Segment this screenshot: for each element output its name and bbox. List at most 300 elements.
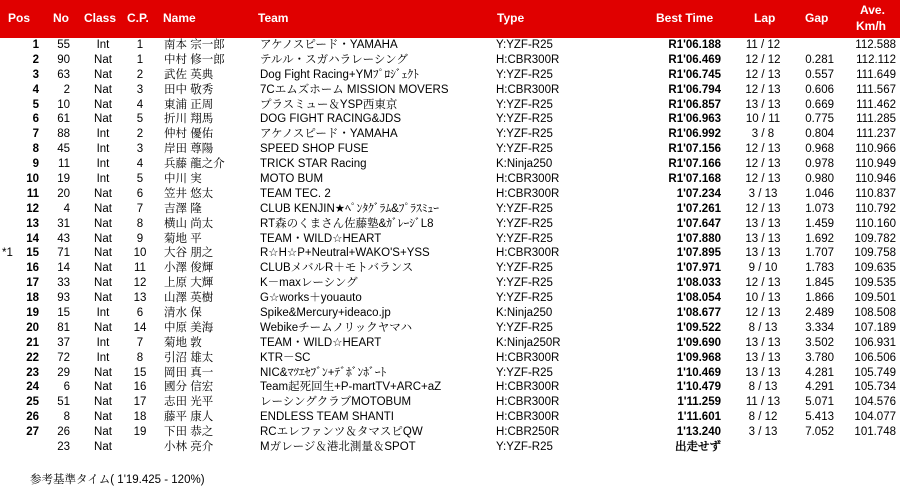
average-speed: 110.792 <box>855 202 896 215</box>
average-speed: 111.567 <box>856 83 896 96</box>
gap-time: 0.606 <box>805 83 834 96</box>
position: 10 <box>26 173 39 186</box>
class-position: 7 <box>136 336 144 349</box>
table-row <box>0 217 900 232</box>
car-number: 61 <box>57 113 70 126</box>
rider-name: 菊地 平 <box>164 232 202 245</box>
class-cell: Nat <box>94 292 112 305</box>
team-name: KTR－SC <box>260 351 311 364</box>
gap-time: 0.281 <box>805 53 834 66</box>
rider-name: 上原 大輝 <box>164 277 214 290</box>
results-header <box>0 0 900 38</box>
class-cell: Nat <box>94 262 112 275</box>
col-ave: Ave. <box>860 3 885 17</box>
class-position: 6 <box>136 307 144 320</box>
best-time: 1'10.469 <box>676 366 721 379</box>
average-speed: 105.734 <box>854 381 896 394</box>
rider-name: 岸田 尊陽 <box>164 143 214 156</box>
table-row <box>0 112 900 127</box>
machine-type: Y:YZF-R25 <box>496 202 553 215</box>
class-position: 2 <box>136 128 144 141</box>
col-best-time: Best Time <box>656 11 714 25</box>
machine-type: Y:YZF-R25 <box>496 441 553 454</box>
table-row <box>0 246 900 261</box>
rider-name: 國分 信宏 <box>164 381 214 394</box>
team-name: Dog Fight Racing+YMﾌﾟﾛｼﾞｪｸﾄ <box>260 68 419 81</box>
lap-count: 13 / 13 <box>745 232 781 245</box>
lap-count: 13 / 13 <box>745 366 781 379</box>
lap-count: 10 / 11 <box>745 113 781 126</box>
rider-name: 東浦 正周 <box>164 98 214 111</box>
team-name: Mガレージ＆港北測量＆SPOT <box>260 441 416 454</box>
lap-count: 8 / 13 <box>748 321 778 334</box>
team-name: NIC&ﾏﾂｴｾﾌﾞﾝ+ﾃﾞﾎﾞﾝﾎﾞｰﾄ <box>260 366 387 379</box>
machine-type: K:Ninja250 <box>496 158 553 171</box>
gap-time: 3.502 <box>805 336 834 349</box>
class-position: 8 <box>136 351 144 364</box>
average-speed: 109.501 <box>854 292 896 305</box>
lap-count: 12 / 13 <box>745 158 781 171</box>
average-speed: 109.758 <box>854 247 896 260</box>
best-time: 1'08.033 <box>676 277 721 290</box>
machine-type: H:CBR300R <box>496 53 560 66</box>
car-number: 43 <box>57 232 70 245</box>
table-row <box>0 440 900 455</box>
lap-count: 3 / 13 <box>748 187 778 200</box>
lap-count: 3 / 8 <box>751 128 775 141</box>
position: 19 <box>26 307 39 320</box>
machine-type: H:CBR300R <box>496 247 560 260</box>
car-number: 51 <box>57 396 70 409</box>
table-row <box>0 425 900 440</box>
car-number: 55 <box>57 39 70 51</box>
car-number: 29 <box>57 366 70 379</box>
gap-time: 7.052 <box>805 426 834 439</box>
best-time: R1'06.992 <box>668 128 721 141</box>
class-position: 2 <box>136 68 144 81</box>
best-time: 1'07.647 <box>676 217 721 230</box>
table-row <box>0 157 900 172</box>
table-row <box>0 351 900 366</box>
lap-count: 9 / 10 <box>748 262 778 275</box>
car-number: 26 <box>57 426 70 439</box>
position: 22 <box>26 351 39 364</box>
table-row <box>0 291 900 306</box>
car-number: 90 <box>57 53 70 66</box>
rider-name: 志田 光平 <box>164 396 214 409</box>
team-name: R☆H☆P+Neutral+WAKO'S+YSS <box>260 247 430 260</box>
car-number: 6 <box>63 381 70 394</box>
lap-count: 8 / 13 <box>748 381 778 394</box>
position: 5 <box>32 98 39 111</box>
table-row <box>0 395 900 410</box>
table-row <box>0 98 900 113</box>
gap-time: 1.046 <box>805 187 834 200</box>
team-name: G☆works＋youauto <box>260 292 362 305</box>
machine-type: Y:YZF-R25 <box>496 113 553 126</box>
best-time: 1'11.601 <box>677 411 721 424</box>
col-name: Name <box>163 11 196 25</box>
average-speed: 111.462 <box>856 98 896 111</box>
machine-type: Y:YZF-R25 <box>496 277 553 290</box>
class-position: 3 <box>136 83 144 96</box>
rider-name: 兵藤 龍之介 <box>164 158 225 171</box>
lap-count: 13 / 13 <box>745 247 781 260</box>
lap-count: 11 / 12 <box>745 39 781 51</box>
team-name: DOG FIGHT RACING&JDS <box>260 113 401 126</box>
machine-type: Y:YZF-R25 <box>496 321 553 334</box>
class-position: 5 <box>136 173 144 186</box>
rider-name: 大谷 朋之 <box>164 247 214 260</box>
rider-name: 武佐 英典 <box>164 68 214 81</box>
car-number: 72 <box>57 351 70 364</box>
position: 12 <box>26 202 39 215</box>
class-position: 16 <box>133 381 147 394</box>
class-position: 19 <box>133 426 147 439</box>
class-position: 7 <box>136 202 144 215</box>
class-position: 11 <box>134 262 146 275</box>
class-cell: Nat <box>94 68 112 81</box>
position: 9 <box>32 158 39 171</box>
class-cell: Nat <box>94 277 112 290</box>
machine-type: Y:YZF-R25 <box>496 262 553 275</box>
best-time: R1'06.188 <box>668 39 721 51</box>
machine-type: H:CBR300R <box>496 83 560 96</box>
car-number: 19 <box>57 173 70 186</box>
class-position: 1 <box>136 53 144 66</box>
class-cell: Nat <box>94 98 112 111</box>
best-time: R1'06.857 <box>668 98 721 111</box>
col-class: Class <box>84 11 117 25</box>
best-time: 1'08.054 <box>676 292 721 305</box>
class-position: 4 <box>136 98 144 111</box>
best-time: 1'09.522 <box>676 321 721 334</box>
position: 2 <box>32 53 39 66</box>
table-row <box>0 142 900 157</box>
class-cell: Int <box>96 351 110 364</box>
car-number: 15 <box>57 307 70 320</box>
gap-time: 1.783 <box>805 262 834 275</box>
team-name: ENDLESS TEAM SHANTI <box>260 411 394 424</box>
gap-time: 0.775 <box>805 113 834 126</box>
rider-name: 小林 亮介 <box>164 441 214 454</box>
class-cell: Nat <box>94 426 112 439</box>
class-cell: Nat <box>94 83 112 96</box>
rider-name: 中原 美海 <box>164 321 214 334</box>
best-time: 1'07.895 <box>676 247 721 260</box>
class-position: 10 <box>133 247 147 260</box>
average-speed: 105.749 <box>854 366 896 379</box>
gap-time: 1.459 <box>805 217 834 230</box>
car-number: 45 <box>57 143 70 156</box>
gap-time: 5.413 <box>805 411 834 424</box>
class-cell: Int <box>96 158 110 171</box>
class-cell: Nat <box>94 411 112 424</box>
class-cell: Int <box>96 336 110 349</box>
best-time: 1'10.479 <box>676 381 721 394</box>
machine-type: H:CBR300R <box>496 173 560 186</box>
position: 17 <box>26 277 39 290</box>
average-speed: 104.077 <box>854 411 896 424</box>
best-time: R1'06.469 <box>668 53 721 66</box>
average-speed: 104.576 <box>854 396 896 409</box>
class-cell: Nat <box>94 53 112 66</box>
average-speed: 110.946 <box>855 173 896 186</box>
class-cell: Nat <box>94 396 112 409</box>
table-row <box>0 366 900 381</box>
rider-name: 仲村 優佑 <box>164 128 214 141</box>
table-row <box>0 321 900 336</box>
lap-count: 3 / 13 <box>748 426 778 439</box>
lap-count: 10 / 13 <box>745 292 781 305</box>
table-row <box>0 127 900 142</box>
best-time: 1'07.261 <box>676 202 721 215</box>
rider-name: 南本 宗一郎 <box>164 39 225 51</box>
car-number: 81 <box>57 321 70 334</box>
class-position: 12 <box>133 277 147 290</box>
rider-name: 藤平 康人 <box>164 411 214 424</box>
team-name: Webikeチームノリックヤマハ <box>260 321 413 334</box>
table-row <box>0 380 900 395</box>
average-speed: 107.189 <box>854 321 896 334</box>
table-row <box>0 410 900 425</box>
gap-time: 0.978 <box>805 158 834 171</box>
lap-count: 13 / 13 <box>745 217 781 230</box>
table-row <box>0 187 900 202</box>
machine-type: H:CBR300R <box>496 187 560 200</box>
position: 24 <box>26 381 39 394</box>
lap-count: 12 / 13 <box>745 173 781 186</box>
machine-type: Y:YZF-R25 <box>496 366 553 379</box>
table-row <box>0 172 900 187</box>
rider-name: 清水 保 <box>164 307 202 320</box>
best-time: 1'08.677 <box>676 307 721 320</box>
average-speed: 111.649 <box>856 68 896 81</box>
machine-type: Y:YZF-R25 <box>496 217 553 230</box>
gap-time: 0.968 <box>805 143 834 156</box>
rider-name: 折川 翔馬 <box>164 113 214 126</box>
team-name: K－maxレーシング <box>260 277 358 290</box>
class-position: 4 <box>136 158 144 171</box>
gap-time: 1.845 <box>805 277 834 290</box>
rider-name: 田中 敬秀 <box>164 83 214 96</box>
machine-type: Y:YZF-R25 <box>496 39 553 51</box>
class-cell: Nat <box>94 441 112 454</box>
position: 3 <box>32 68 39 81</box>
machine-type: H:CBR300R <box>496 411 560 424</box>
car-number: 14 <box>57 262 70 275</box>
team-name: SPEED SHOP FUSE <box>260 143 369 156</box>
lap-count: 12 / 12 <box>745 53 781 66</box>
table-row <box>0 53 900 68</box>
car-number: 10 <box>57 98 70 111</box>
class-position: 1 <box>136 39 144 51</box>
team-name: Team起死回生+P-martTV+ARC+aZ <box>260 381 442 394</box>
gap-time: 4.281 <box>805 366 834 379</box>
car-number: 2 <box>63 83 70 96</box>
machine-type: Y:YZF-R25 <box>496 68 553 81</box>
table-row <box>0 261 900 276</box>
gap-time: 1.866 <box>805 292 834 305</box>
col-cp: C.P. <box>127 11 149 25</box>
machine-type: Y:YZF-R25 <box>496 292 553 305</box>
position: 26 <box>26 411 39 424</box>
machine-type: Y:YZF-R25 <box>496 143 553 156</box>
best-time: R1'07.168 <box>668 173 721 186</box>
position: 6 <box>32 113 39 126</box>
col-no: No <box>53 11 69 25</box>
class-cell: Int <box>96 307 110 320</box>
table-row <box>0 202 900 217</box>
average-speed: 111.285 <box>856 113 896 126</box>
position: 27 <box>26 426 39 439</box>
gap-time: 0.980 <box>805 173 834 186</box>
team-name: 7Cエムズホーム MISSION MOVERS <box>260 83 449 96</box>
machine-type: K:Ninja250R <box>496 336 561 349</box>
class-cell: Nat <box>94 202 112 215</box>
position: 20 <box>26 321 39 334</box>
average-speed: 111.237 <box>856 128 896 141</box>
gap-time: 3.780 <box>805 351 834 364</box>
class-position: 9 <box>136 232 144 245</box>
table-row <box>0 232 900 247</box>
col-pos: Pos <box>8 11 31 25</box>
best-time: R1'06.745 <box>668 68 721 81</box>
results-table <box>0 38 900 455</box>
team-name: CLUBメバルR＋モトバランス <box>260 262 414 275</box>
lap-count: 13 / 13 <box>745 351 781 364</box>
team-name: MOTO BUM <box>260 173 324 186</box>
best-time: 1'09.968 <box>676 351 721 364</box>
class-position: 15 <box>133 366 147 379</box>
best-time: 1'11.259 <box>677 396 721 409</box>
car-number: 20 <box>57 187 70 200</box>
car-number: 33 <box>57 277 70 290</box>
class-position: 5 <box>136 113 144 126</box>
lap-count: 12 / 13 <box>745 277 781 290</box>
position: 11 <box>26 187 39 200</box>
class-cell: Nat <box>94 187 112 200</box>
average-speed: 109.535 <box>854 277 896 290</box>
class-cell: Nat <box>94 247 112 260</box>
car-number: 23 <box>57 441 70 454</box>
class-position: 13 <box>133 292 147 305</box>
rider-name: 岡田 真一 <box>164 366 214 379</box>
average-speed: 101.748 <box>854 426 896 439</box>
gap-time: 1.692 <box>805 232 834 245</box>
team-name: TEAM TEC. 2 <box>260 187 331 200</box>
best-time: 出走せず <box>675 441 721 454</box>
position: 13 <box>26 217 39 230</box>
best-time: R1'06.963 <box>668 113 721 126</box>
class-position: 14 <box>133 321 147 334</box>
lap-count: 13 / 13 <box>745 336 781 349</box>
lap-count: 12 / 13 <box>745 143 781 156</box>
lap-count: 12 / 13 <box>745 83 781 96</box>
average-speed: 106.506 <box>854 351 896 364</box>
position: 1 <box>32 39 39 51</box>
position: 8 <box>32 143 39 156</box>
col-team: Team <box>258 11 289 25</box>
col-gap: Gap <box>805 11 829 25</box>
best-time: 1'09.690 <box>676 336 721 349</box>
car-number: 11 <box>58 158 70 171</box>
reference-time: 参考基準タイム( 1'19.425 - 120%) <box>30 474 205 486</box>
gap-time: 5.071 <box>805 396 834 409</box>
rider-name: 笠井 悠太 <box>164 187 214 200</box>
position: 16 <box>26 262 39 275</box>
gap-time: 0.557 <box>805 68 834 81</box>
car-number: 37 <box>57 336 70 349</box>
position: 21 <box>26 336 39 349</box>
team-name: アケノスピード・YAMAHA <box>260 39 398 51</box>
class-position: 8 <box>136 217 144 230</box>
best-time: R1'07.166 <box>668 158 721 171</box>
position: 14 <box>26 232 39 245</box>
gap-time: 4.291 <box>805 381 834 394</box>
car-number: 93 <box>57 292 70 305</box>
table-row <box>0 336 900 351</box>
machine-type: H:CBR300R <box>496 396 560 409</box>
team-name: TEAM・WILD☆HEART <box>260 336 382 349</box>
position: 23 <box>26 366 39 379</box>
rider-name: 小澤 俊輝 <box>164 262 214 275</box>
class-position: 6 <box>136 187 144 200</box>
machine-type: Y:YZF-R25 <box>496 128 553 141</box>
lap-count: 12 / 13 <box>745 307 781 320</box>
table-row <box>0 83 900 98</box>
machine-type: H:CBR300R <box>496 351 560 364</box>
machine-type: K:Ninja250 <box>496 307 553 320</box>
class-position: 3 <box>136 143 144 156</box>
gap-time: 3.334 <box>805 321 834 334</box>
average-speed: 112.112 <box>856 53 896 66</box>
lap-count: 12 / 13 <box>745 202 781 215</box>
class-cell: Int <box>96 143 110 156</box>
table-row <box>0 276 900 291</box>
position: 15 <box>26 247 39 260</box>
best-time: 1'07.234 <box>676 187 721 200</box>
car-number: 31 <box>57 217 70 230</box>
position: 7 <box>32 128 39 141</box>
table-row <box>0 68 900 83</box>
best-time: 1'07.880 <box>676 232 721 245</box>
average-speed: 110.837 <box>855 187 896 200</box>
team-name: アケノスピード・YAMAHA <box>260 128 398 141</box>
class-cell: Nat <box>94 232 112 245</box>
class-position: 18 <box>133 411 147 424</box>
position: 4 <box>32 83 39 96</box>
rider-name: 中川 実 <box>164 173 202 186</box>
average-speed: 106.931 <box>854 336 896 349</box>
table-row <box>0 38 900 53</box>
col-lap: Lap <box>754 11 776 25</box>
team-name: プラスミュー＆YSP西東京 <box>260 98 398 111</box>
average-speed: 110.966 <box>855 143 896 156</box>
average-speed: 108.508 <box>854 307 896 320</box>
class-cell: Nat <box>94 366 112 379</box>
best-time: 1'07.971 <box>676 262 721 275</box>
car-number: 8 <box>63 411 70 424</box>
table-row <box>0 306 900 321</box>
best-time: R1'07.156 <box>668 143 721 156</box>
class-cell: Nat <box>94 381 112 394</box>
rider-name: 菊地 敦 <box>164 336 202 349</box>
team-name: CLUB KENJIN★ﾍﾟﾝﾀｸﾞﾗﾑ&ﾌﾟﾗｽﾐｭｰ <box>260 202 439 215</box>
class-cell: Nat <box>94 217 112 230</box>
average-speed: 109.635 <box>854 262 896 275</box>
car-number: 88 <box>57 128 70 141</box>
